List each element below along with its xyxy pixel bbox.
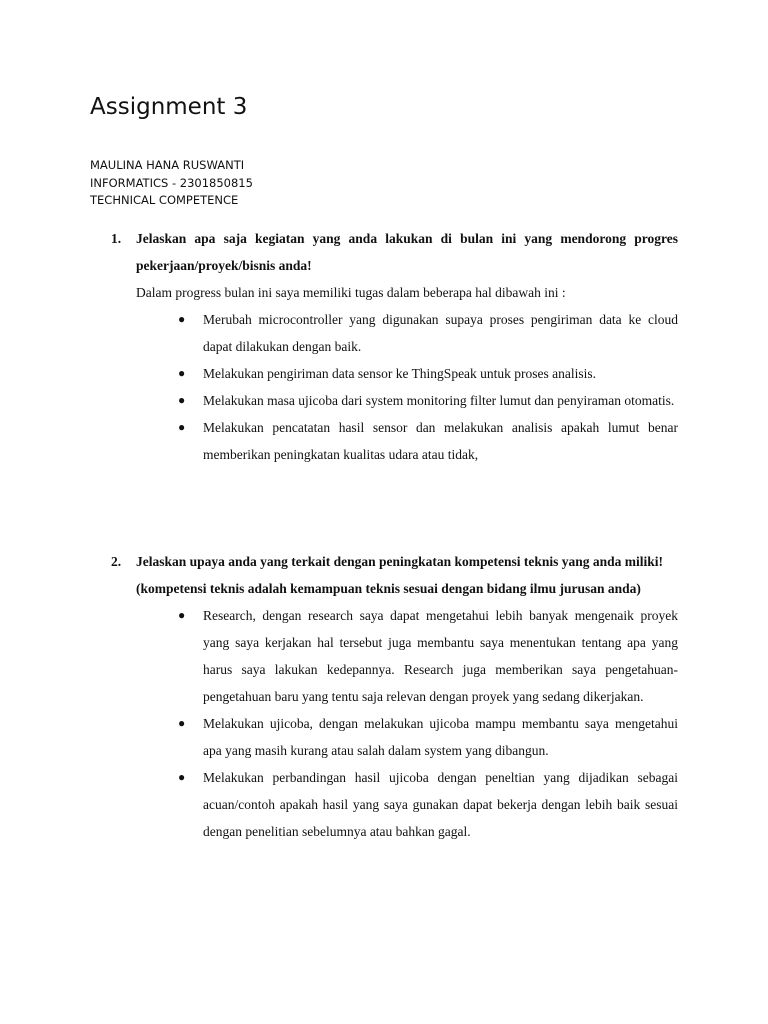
answer-list <box>136 602 678 845</box>
question-number: 2. <box>111 554 122 569</box>
bullet-icon: ● <box>178 716 186 730</box>
question-prompt: Jelaskan upaya anda yang terkait dengan peningkatan kompetensi teknis yang anda miliki! <box>136 554 663 569</box>
list-item: ● Merubah microcontroller yang digunakan supaya proses pengiriman data ke cloud dapat dilakukan dengan baik. <box>136 306 678 360</box>
list-item: ● Melakukan masa ujicoba dari system monitoring filter lumut dan penyiraman otomatis. <box>136 387 678 414</box>
course-subject: TECHNICAL COMPETENCE <box>90 193 239 207</box>
author-info <box>90 157 253 210</box>
bullet-icon: ● <box>178 366 186 380</box>
list-item: ● Melakukan pencatatan hasil sensor dan melakukan analisis apakah lumut benar memberikan peningkatan kualitas udara atau tidak, <box>136 414 678 468</box>
question-prompt: Jelaskan apa saja kegiatan yang anda lakukan di bulan ini yang mendorong progres pekerjaan/proyek/bisnis anda! <box>136 231 678 273</box>
question-body <box>136 548 678 845</box>
answer-intro: Dalam progress bulan ini saya memiliki tugas dalam beberapa hal dibawah ini : <box>136 285 566 300</box>
author-name: MAULINA HANA RUSWANTI <box>90 158 245 172</box>
bullet-icon: ● <box>178 420 186 434</box>
question-number: 1. <box>111 231 122 246</box>
question-body <box>136 225 678 468</box>
bullet-icon: ● <box>178 770 186 784</box>
answer-list <box>136 306 678 468</box>
list-item: ● Melakukan perbandingan hasil ujicoba dengan peneltian yang dijadikan sebagai acuan/contoh apakah hasil yang saya gunakan dapat bekerja dengan lebih baik sesuai dengan penelitian sebelumnya atau bahkan gagal. <box>136 764 678 845</box>
list-item: ● Melakukan pengiriman data sensor ke ThingSpeak untuk proses analisis. <box>136 360 678 387</box>
list-item: ● Research, dengan research saya dapat mengetahui lebih banyak mengenaik proyek yang saya kerjakan hal tersebut juga membantu saya menentukan tentang apa yang harus saya lakukan kedepannya. Research juga memberikan saya pengetahuan-pengetahuan baru yang tentu saja relevan dengan proyek yang sedang dikerjakan. <box>136 602 678 710</box>
author-program: INFORMATICS - 2301850815 <box>90 175 253 190</box>
bullet-icon: ● <box>178 608 186 622</box>
bullet-icon: ● <box>178 312 186 326</box>
question-note: (kompetensi teknis adalah kemampuan teknis sesuai dengan bidang ilmu jurusan anda) <box>136 581 641 596</box>
bullet-icon: ● <box>178 393 186 407</box>
document-title: Assignment 3 <box>90 94 248 120</box>
list-item: ● Melakukan ujicoba, dengan melakukan ujicoba mampu membantu saya mengetahui apa yang masih kurang atau salah dalam system yang dibangun. <box>136 710 678 764</box>
